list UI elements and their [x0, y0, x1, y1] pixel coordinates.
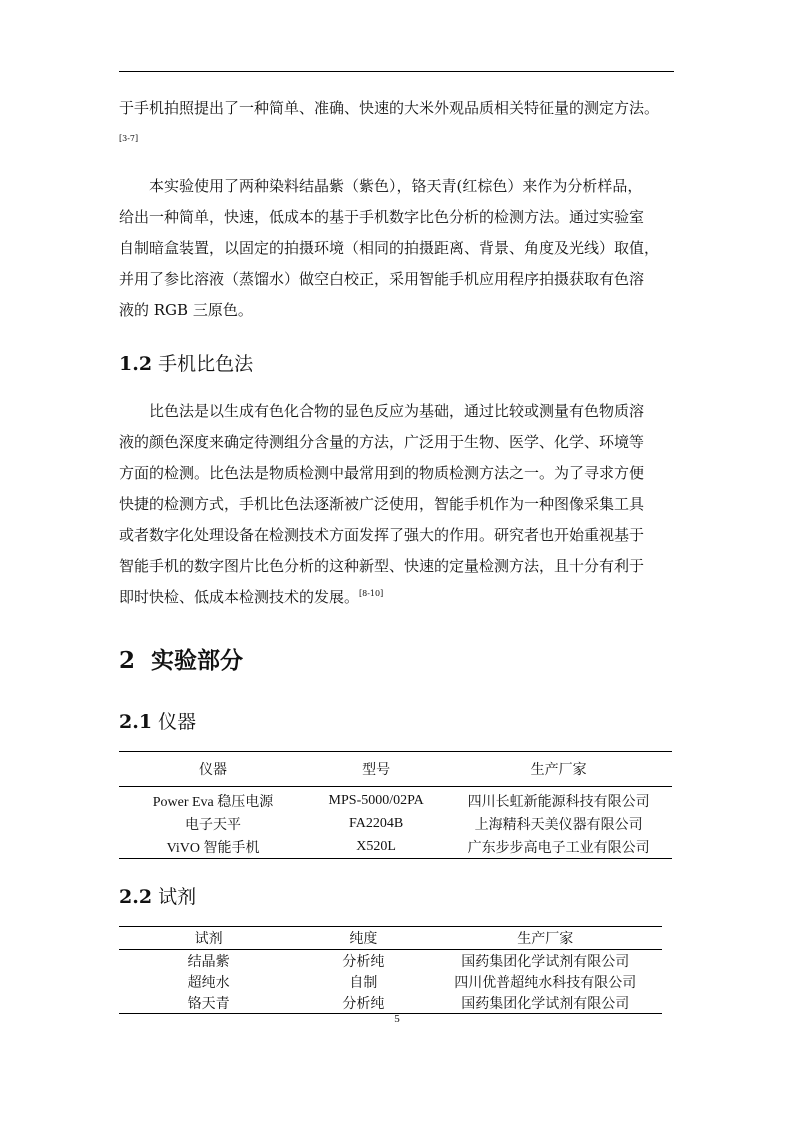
page-number: 5 [394, 1013, 400, 1025]
header-rule [119, 71, 674, 72]
intro-paragraph-tail [119, 93, 674, 124]
table-cell: MPS-5000/02PA [328, 792, 424, 808]
table-cell: 广东步步高电子工业有限公司 [467, 840, 650, 856]
paragraph-line: 快捷的检测方式，手机比色法逐渐被广泛使用，智能手机作为一种图像采集工具 [119, 495, 645, 513]
section-title: 手机比色法 [158, 353, 254, 375]
column-header: 生产厂家 [429, 927, 663, 950]
table-cell: 国药集团化学试剂有限公司 [461, 996, 630, 1012]
paragraph-line: 本实验使用了两种染料结晶紫（紫色），铬天青(红棕色）来作为分析样品， [149, 177, 643, 195]
experiment-paragraph [119, 171, 674, 326]
paragraph-line-text: 即时快检、低成本检测技术的发展。 [119, 588, 360, 606]
table-row [119, 812, 672, 835]
table-cell: 分析纯 [342, 996, 385, 1012]
section-heading-2-2 [119, 882, 196, 909]
section-title: 实验部分 [151, 647, 244, 674]
table-cell: FA2204B [349, 815, 404, 831]
paragraph-line: 或者数字化处理设备在检测技术方面发挥了强大的作用。研究者也开始重视基于 [119, 526, 645, 544]
paragraph-line: 液的颜色深度来确定待测组分含量的方法，广泛用于生物、医学、化学、环境等 [119, 433, 645, 451]
table-header-row [119, 927, 662, 950]
table-row [119, 835, 672, 859]
table-cell: 铬天青 [187, 996, 230, 1012]
section-number: 2 [119, 647, 136, 674]
table-cell: 上海精科天美仪器有限公司 [474, 817, 643, 833]
table-header-row [119, 752, 672, 787]
table-cell: Power Eva 稳压电源 [152, 794, 274, 810]
paragraph-line [119, 582, 674, 613]
table-row [119, 787, 672, 813]
column-header: 试剂 [119, 927, 298, 950]
instruments-table [119, 751, 672, 859]
table-cell: 电子天平 [185, 817, 241, 833]
table-row [119, 971, 662, 992]
table-cell: 自制 [349, 975, 378, 991]
paragraph-line: 液的 RGB 三原色。 [119, 301, 253, 319]
section-title: 仪器 [158, 711, 197, 733]
section-title: 试剂 [158, 886, 197, 908]
paragraph-line: 比色法是以生成有色化合物的显色反应为基础，通过比较或测量有色物质溶 [149, 402, 645, 420]
intro-line: 于手机拍照提出了一种简单、准确、快速的大米外观品质相关特征量的测定方法。 [119, 99, 660, 117]
paragraph-line: 自制暗盒装置，以固定的拍摄环境（相同的拍摄距离、背景、角度及光线）取值， [119, 239, 660, 257]
table-cell: 分析纯 [342, 954, 385, 970]
section-heading-1-2 [119, 349, 253, 376]
section-number: 1.2 [119, 353, 153, 375]
colorimetry-paragraph [119, 396, 674, 613]
section-heading-2 [119, 642, 243, 675]
table-cell: 四川优普超纯水科技有限公司 [454, 975, 637, 991]
table-row [119, 950, 662, 972]
column-header: 纯度 [298, 927, 428, 950]
paragraph-line: 智能手机的数字图片比色分析的这种新型、快速的定量检测方法，且十分有利于 [119, 557, 645, 575]
intro-citation: [3-7] [119, 134, 139, 143]
table-cell: 四川长虹新能源科技有限公司 [467, 794, 650, 810]
column-header: 仪器 [119, 752, 307, 787]
section-number: 2.1 [119, 711, 153, 733]
citation: [8-10] [359, 589, 384, 598]
column-header: 型号 [307, 752, 445, 787]
table-row [119, 992, 662, 1014]
table-cell: X520L [356, 838, 396, 854]
paragraph-line: 给出一种简单，快速，低成本的基于手机数字比色分析的检测方法。通过实验室 [119, 208, 645, 226]
section-heading-2-1 [119, 707, 196, 734]
table-cell: 结晶紫 [187, 954, 230, 970]
section-number: 2.2 [119, 886, 153, 908]
column-header: 生产厂家 [445, 752, 672, 787]
table-cell: ViVO 智能手机 [166, 840, 260, 856]
paragraph-line: 并用了参比溶液（蒸馏水）做空白校正，采用智能手机应用程序拍摄获取有色溶 [119, 270, 645, 288]
table-cell: 国药集团化学试剂有限公司 [461, 954, 630, 970]
reagents-table [119, 926, 662, 1014]
table-cell: 超纯水 [187, 975, 230, 991]
paragraph-line: 方面的检测。比色法是物质检测中最常用到的物质检测方法之一。为了寻求方便 [119, 464, 645, 482]
